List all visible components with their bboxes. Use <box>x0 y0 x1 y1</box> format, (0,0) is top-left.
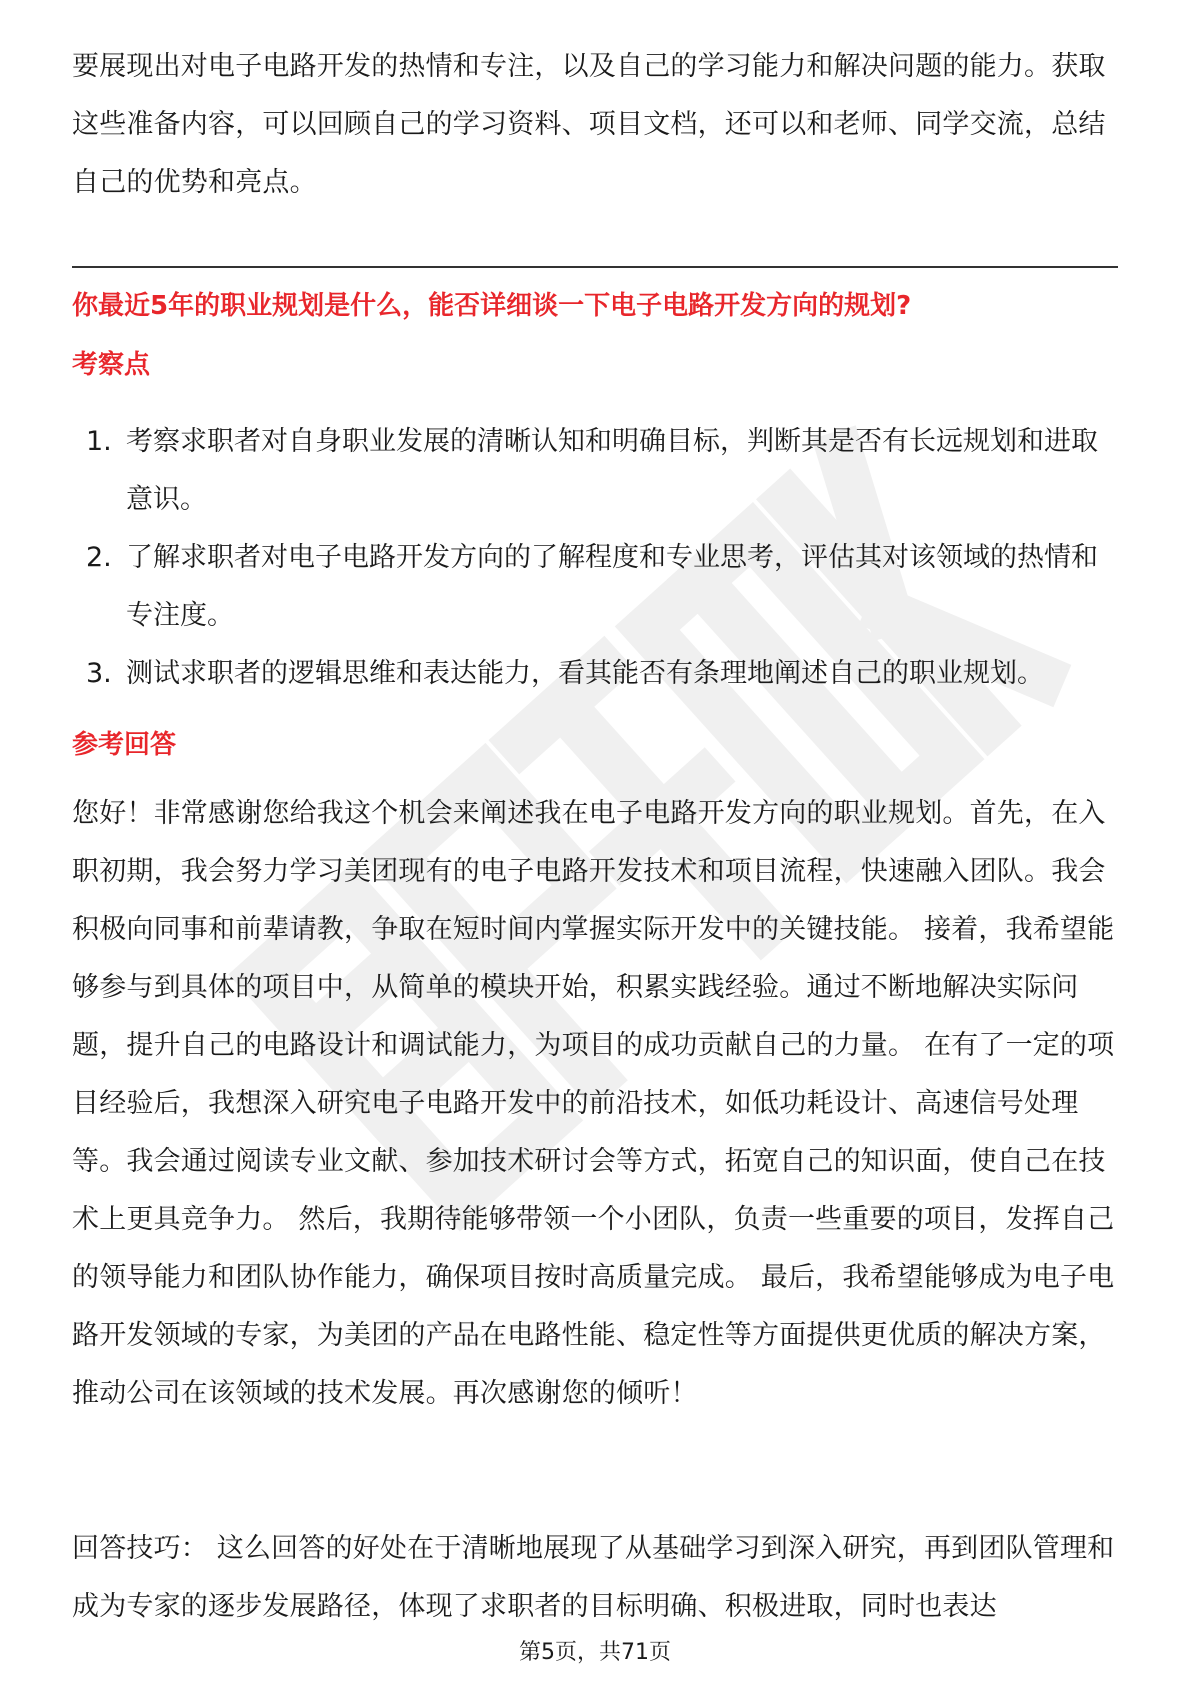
reference-answer: 您好！非常感谢您给我这个机会来阐述我在电子电路开发方向的职业规划。首先，在入职初期，我会努力学习美团现有的电子电路开发技术和项目流程，快速融入团队。我会积极向同事和前辈请教，争取在短时间内掌握实际开发中的关键技能。 接着，我希望能够参与到具体的项目中，从简单的模块开始，积累实践经验。通过不断地解决实际问题，提升自己的电路设计和调试能力，为项目的成功贡献自己的力量。 在有了一定的项目经验后，我想深入研究电子电路开发中的前沿技术，如低功耗设计、高速信号处理等。我会通过阅读专业文献、参加技术研讨会等方式，拓宽自己的知识面，使自己在技术上更具竞争力。 然后，我期待能够带领一个小团队，负责一些重要的项目，发挥自己的领导能力和团队协作能力，确保项目按时高质量完成。 最后，我希望能够成为电子电路开发领域的专家，为美团的产品在电路性能、稳定性等方面提供更优质的解决方案，推动公司在该领域的技术发展。再次感谢您的倾听！ <box>72 798 1115 1409</box>
list-item-number: 3. <box>86 658 112 689</box>
interview-question: 你最近5年的职业规划是什么，能否详细谈一下电子电路开发方向的规划? <box>72 291 912 321</box>
intro-paragraph: 要展现出对电子电路开发的热情和专注，以及自己的学习能力和解决问题的能力。获取这些准备内容，可以回顾自己的学习资料、项目文档，还可以和老师、同学交流，总结自己的优势和亮点。 <box>72 51 1106 198</box>
page-number: 第5页，共71页 <box>519 1640 671 1665</box>
list-item-number: 1. <box>86 426 112 457</box>
list-item-text: 考察求职者对自身职业发展的清晰认知和明确目标，判断其是否有长远规划和进取意识。 <box>126 426 1098 515</box>
answer-tips: 回答技巧： 这么回答的好处在于清晰地展现了从基础学习到深入研究，再到团队管理和成为专家的逐步发展路径，体现了求职者的目标明确、积极进取，同时也表达 <box>72 1533 1115 1622</box>
list-item <box>72 529 1118 645</box>
list-item <box>72 645 1118 703</box>
list-item-number: 2. <box>86 542 112 573</box>
focus-list <box>72 413 1118 703</box>
focus-heading: 考察点 <box>72 350 151 380</box>
section-divider <box>72 266 1118 268</box>
list-item-text: 了解求职者对电子电路开发方向的了解程度和专业思考，评估其对该领域的热情和专注度。 <box>126 542 1098 631</box>
list-item-text: 测试求职者的逻辑思维和表达能力，看其能否有条理地阐述自己的职业规划。 <box>126 658 1044 689</box>
list-item <box>72 413 1118 529</box>
reference-heading: 参考回答 <box>72 730 177 760</box>
